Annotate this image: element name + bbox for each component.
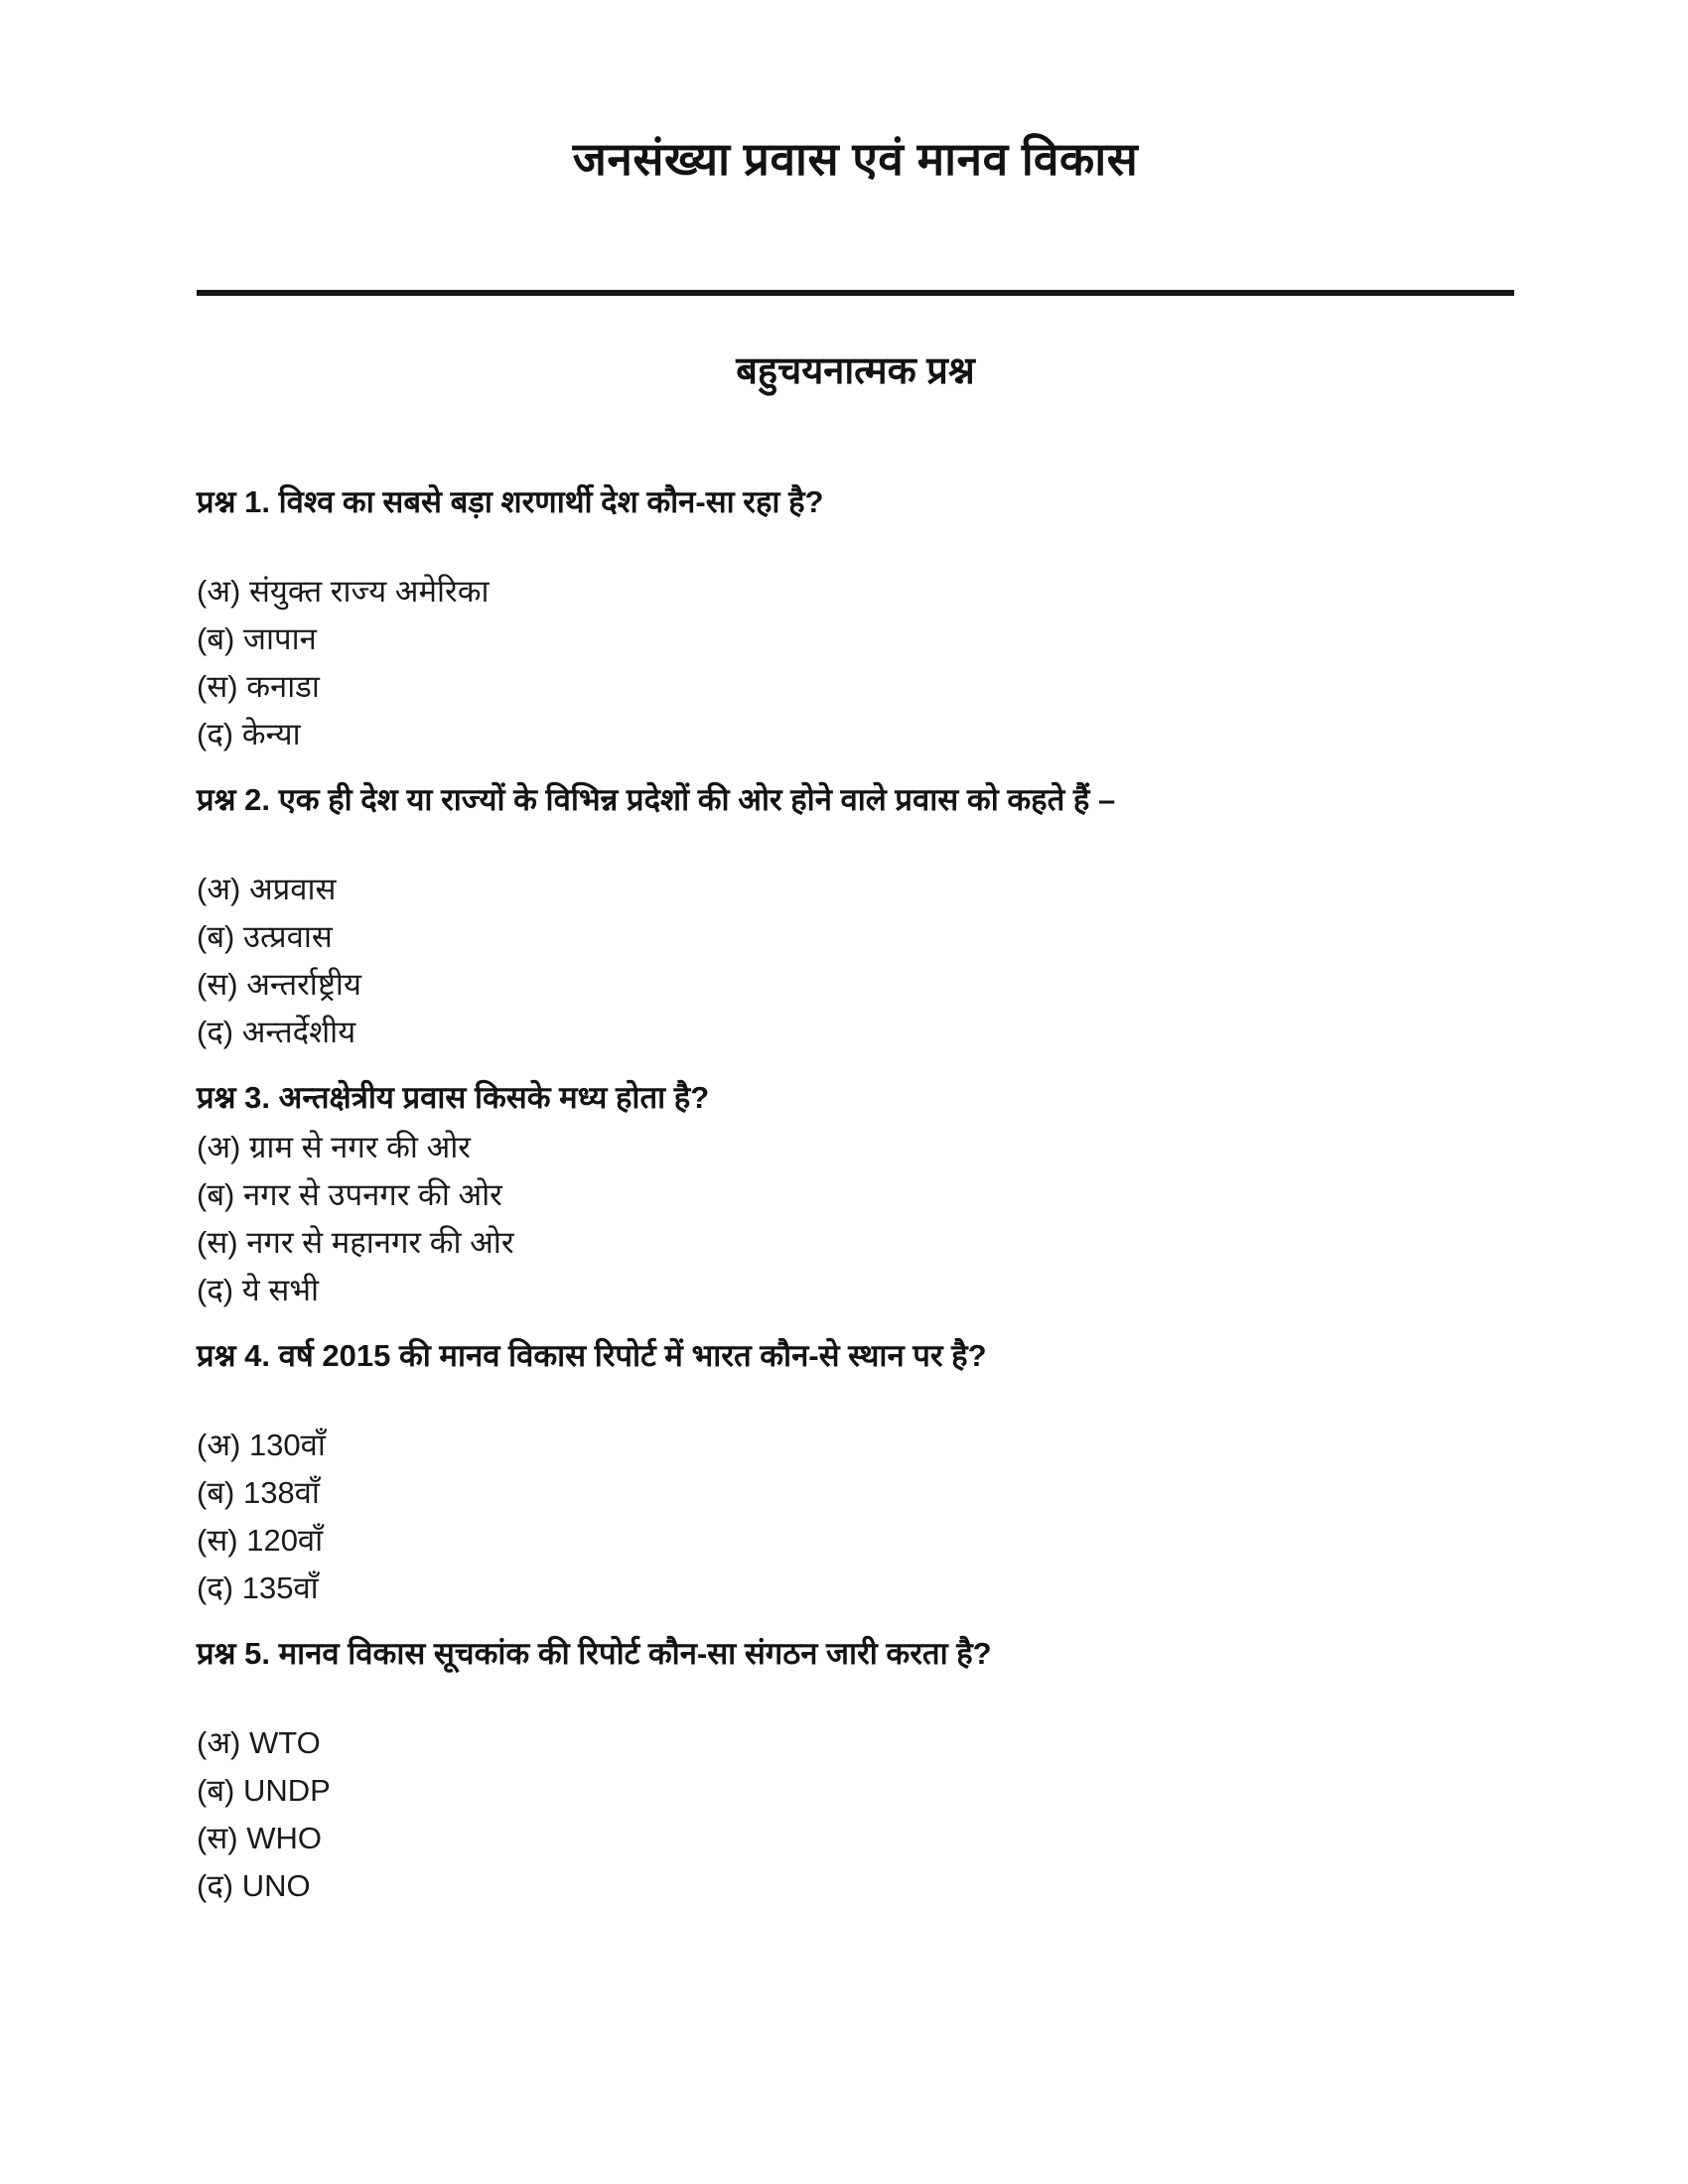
option-line: (द) ये सभी (197, 1273, 320, 1307)
option-line: (द) UNO (197, 1868, 311, 1903)
option-list (197, 866, 1514, 1056)
option-list (197, 568, 1514, 758)
option-line: (ब) जापान (197, 621, 317, 656)
option-line: (द) 135वाँ (197, 1570, 319, 1605)
question-heading: प्रश्न 5. मानव विकास सूचकांक की रिपोर्ट कौन-सा संगठन जारी करता है? (197, 1636, 992, 1671)
option-line: (अ) संयुक्त राज्य अमेरिका (197, 574, 490, 609)
question-block-3 (197, 1076, 1514, 1314)
option-line: (ब) UNDP (197, 1773, 331, 1808)
option-line: (स) अन्तर्राष्ट्रीय (197, 967, 361, 1002)
option-line: (स) WHO (197, 1821, 322, 1855)
question-block-4 (197, 1334, 1514, 1612)
option-line: (अ) 130वाँ (197, 1428, 326, 1462)
option-line: (अ) अप्रवास (197, 872, 337, 906)
option-line: (स) नगर से महानगर की ओर (197, 1225, 514, 1260)
question-heading: प्रश्न 2. एक ही देश या राज्यों के विभिन्न प्रदेशों की ओर होने वाले प्रवास को कहते हैं – (197, 782, 1116, 817)
option-line: (ब) 138वाँ (197, 1475, 320, 1510)
option-line: (स) कनाडा (197, 669, 320, 704)
option-list (197, 1124, 1514, 1314)
option-line: (ब) उत्प्रवास (197, 919, 333, 954)
option-line: (स) 120वाँ (197, 1523, 324, 1558)
section-subtitle: बहुचयनात्मक प्रश्न (736, 350, 975, 392)
option-line: (द) केन्या (197, 717, 301, 751)
option-list (197, 1719, 1514, 1910)
question-block-1 (197, 480, 1514, 758)
question-block-2 (197, 778, 1514, 1056)
option-line: (अ) WTO (197, 1725, 321, 1760)
option-line: (ब) नगर से उपनगर की ओर (197, 1177, 502, 1212)
question-heading: प्रश्न 3. अन्तक्षेत्रीय प्रवास किसके मध्य होता है? (197, 1080, 710, 1115)
question-block-5 (197, 1632, 1514, 1910)
page-title: जनसंख्या प्रवास एवं मानव विकास (572, 133, 1139, 185)
question-heading: प्रश्न 1. विश्व का सबसे बड़ा शरणार्थी देश कौन-सा रहा है? (197, 484, 824, 519)
option-line: (अ) ग्राम से नगर की ओर (197, 1130, 471, 1164)
option-line: (द) अन्तर्देशीय (197, 1015, 356, 1049)
title-divider (197, 290, 1514, 296)
option-list (197, 1422, 1514, 1612)
question-heading: प्रश्न 4. वर्ष 2015 की मानव विकास रिपोर्ट में भारत कौन-से स्थान पर है? (197, 1338, 987, 1373)
